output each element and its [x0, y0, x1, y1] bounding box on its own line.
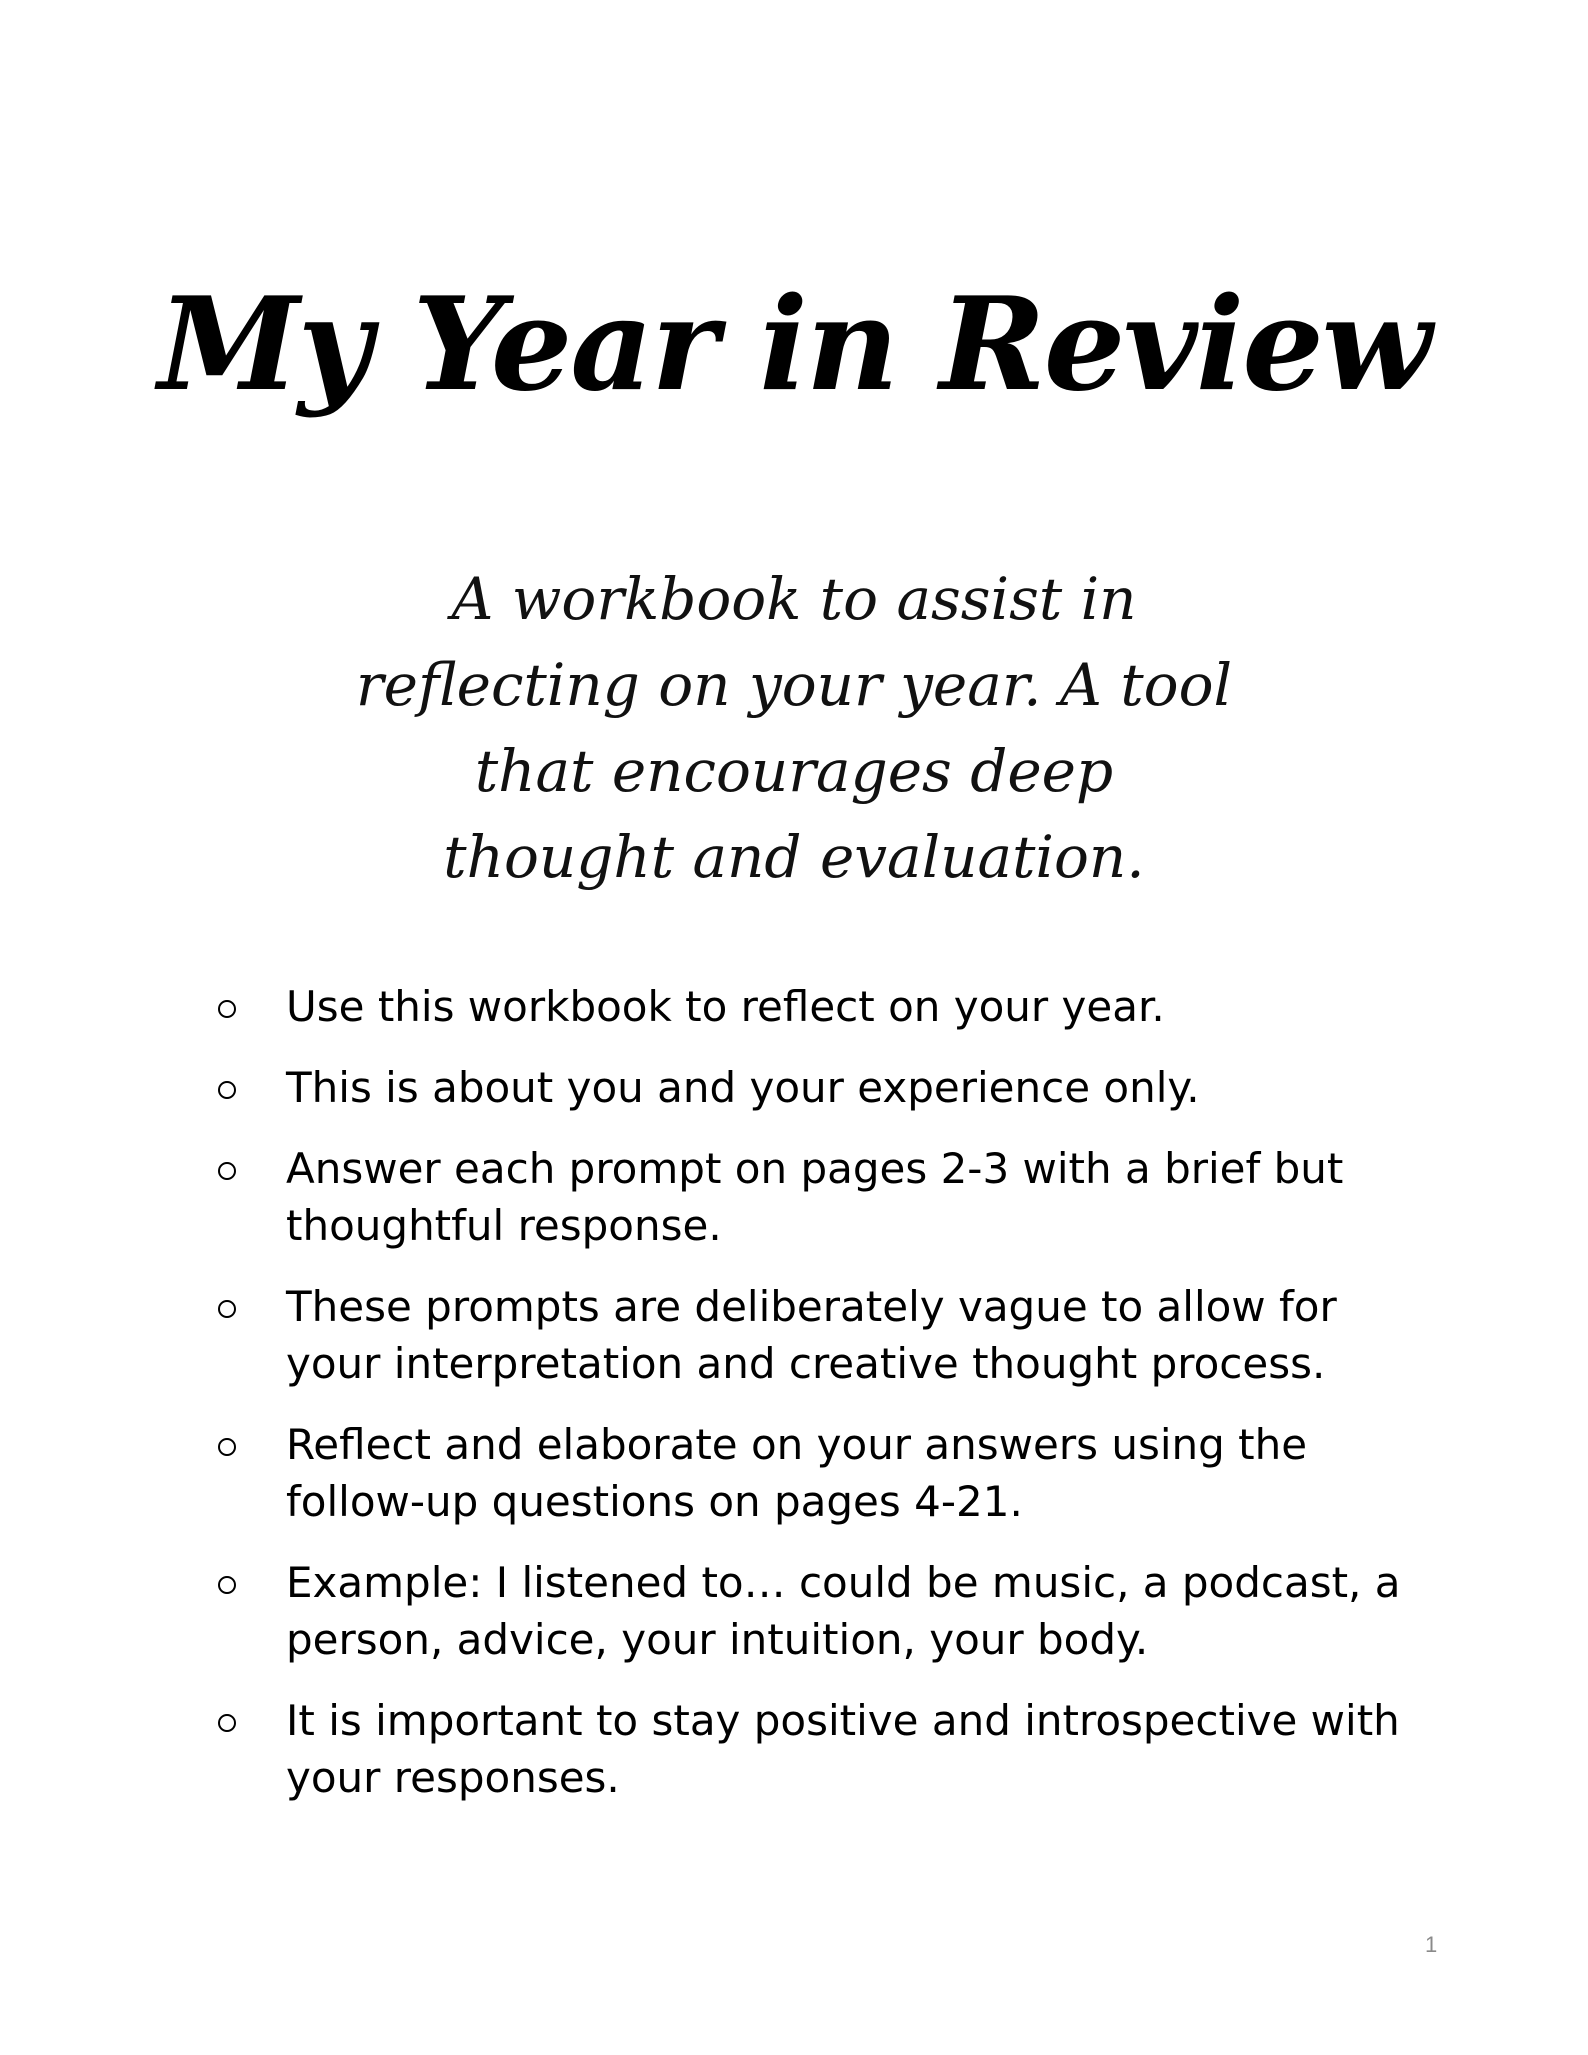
page-title: My Year in Review — [158, 270, 1430, 420]
list-item-text: It is important to stay positive and introspective with your responses. — [286, 1696, 1400, 1802]
subtitle-line: A workbook to assist in — [451, 565, 1137, 633]
list-item — [210, 978, 1410, 1035]
hollow-circle-icon — [218, 1000, 236, 1018]
list-item-text: Use this workbook to reflect on your year. — [286, 982, 1165, 1031]
subtitle — [340, 556, 1248, 900]
subtitle-line: thought and evaluation. — [443, 823, 1145, 891]
hollow-circle-icon — [218, 1438, 236, 1456]
list-item — [210, 1416, 1410, 1530]
list-item-text: Answer each prompt on pages 2-3 with a brief but thoughtful response. — [286, 1144, 1344, 1250]
list-item — [210, 1692, 1410, 1806]
hollow-circle-icon — [218, 1714, 236, 1732]
subtitle-line: that encourages deep — [474, 737, 1114, 805]
list-item-text: Example: I listened to… could be music, a podcast, a person, advice, your intuition, your body. — [286, 1558, 1401, 1664]
list-item-text: This is about you and your experience only. — [286, 1063, 1200, 1112]
page-number: 1 — [1425, 1932, 1438, 1957]
list-item-text: Reflect and elaborate on your answers using the follow-up questions on pages 4-21. — [286, 1420, 1308, 1526]
hollow-circle-icon — [218, 1081, 236, 1099]
list-item — [210, 1140, 1410, 1254]
instruction-list — [210, 978, 1410, 1830]
list-item — [210, 1554, 1410, 1668]
list-item — [210, 1059, 1410, 1116]
hollow-circle-icon — [218, 1300, 236, 1318]
hollow-circle-icon — [218, 1576, 236, 1594]
list-item-text: These prompts are deliberately vague to allow for your interpretation and creative thought process. — [286, 1282, 1337, 1388]
hollow-circle-icon — [218, 1162, 236, 1180]
list-item — [210, 1278, 1410, 1392]
subtitle-line: reflecting on your year. A tool — [355, 651, 1233, 719]
